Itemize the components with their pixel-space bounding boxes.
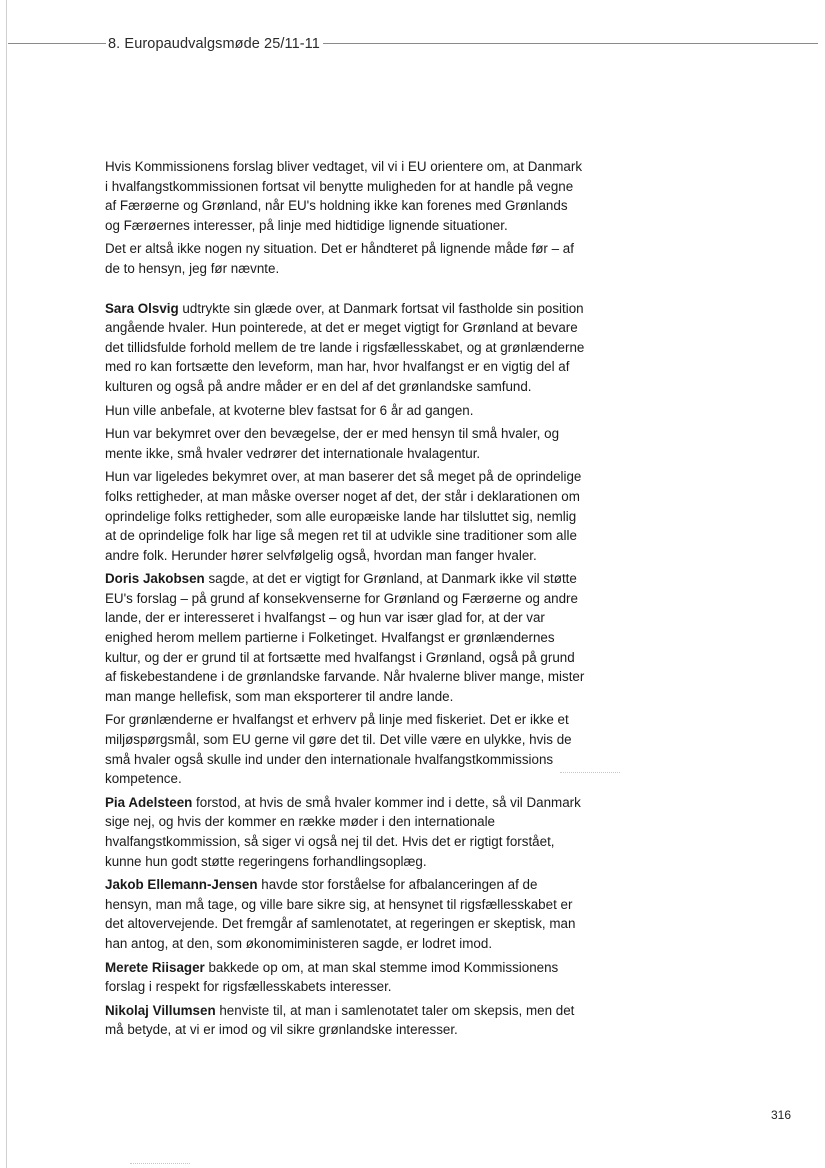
paragraph-doris-jakobsen [105, 569, 585, 706]
paragraph-sara-olsvig [105, 299, 585, 397]
speaker-text: bakkede op om, at man skal stemme imod Kommissionens forslag i respekt for rigsfællesskabets interesser. [105, 959, 559, 995]
speaker-text: sagde, at det er vigtigt for Grønland, at Danmark ikke vil støtte EU's forslag – på grund af konsekvenserne for Grønland og Færøerne og andre lande, der er interesseret i hvalfangst – og hun var især glad for, at der var enighed herom mellem partierne i Folketinget. Hvalfangst er grønlændernes kultur, og der er grund til at fortsætte med hvalfangst i Grønland, også på grund af fiskebestandene i de grønlandske farvande. Når hvalerne bliver mange, mister man mange hellefisk, som man eksporterer til andre lande. [105, 571, 585, 704]
page-left-edge [6, 0, 7, 1168]
page-header: 8. Europaudvalgsmøde 25/11-11 [106, 36, 323, 52]
speaker-text: havde stor forståelse for afbalanceringen af de hensyn, man må tage, og ville bare sikre sig, at hensynet til rigsfællesskabet er det altovervejende. Det fremgår af samlenotatet, at regeringen er skeptisk, man han antog, at den, som økonomiministeren sagde, er lodret imod. [105, 877, 576, 951]
paragraph: Hun var ligeledes bekymret over, at man baserer det så meget på de oprindelige folks rettigheder, at man måske overser noget af det, der står i deklarationen om oprindelige folks rettigheder, som alle europæiske lande har tilsluttet sig, nemlig at de oprindelige folk har lige så megen ret til at udvikle sine traditioner som alle andre folk. Herunder hører selvfølgelig også, hvordan man fanger hvaler. [105, 469, 582, 563]
paragraph-nikolaj-villumsen [105, 1001, 585, 1040]
paragraph-jakob-ellemann-jensen [105, 875, 585, 953]
paragraph: For grønlænderne er hvalfangst et erhverv på linje med fiskeriet. Det er ikke et miljøspørgsmål, som EU gerne vil gøre det til. Det ville være en ulykke, hvis de små hvaler også skulle ind under den internationale hvalfangstkommissions kompetence. [105, 712, 572, 787]
page-number: 316 [771, 1108, 792, 1122]
speaker-name: Jakob Ellemann-Jensen [105, 877, 258, 893]
paragraph: Hun var bekymret over den bevægelse, der er med hensyn til små hvaler, og mente ikke, små hvaler vedrører det internationale hvalagentur. [105, 426, 560, 461]
speaker-name: Pia Adelsteen [105, 794, 193, 810]
speaker-text: forstod, at hvis de små hvaler kommer ind i dette, så vil Danmark sige nej, og hvis der kommer en række møder i den internationale hvalfangstkommission, så siger vi også nej til det. Hvis det er rigtigt forstået, kunne hun godt støtte regeringens forhandlingsoplæg. [105, 794, 581, 869]
scan-speck [560, 772, 620, 774]
speaker-name: Nikolaj Villumsen [105, 1002, 216, 1018]
speaker-text: udtrykte sin glæde over, at Danmark fortsat vil fastholde sin position angående hvaler. Hun pointerede, at det er meget vigtigt for Grønland at bevare det tillidsfulde forhold mellem de tre lande i rigsfællesskabet, og at grønlænderne med ro kan fortsætte den leveform, man har, hvor hvalfangst er en vigtig del af kulturen og også på andre måder er en del af det grønlandske samfund. [105, 300, 585, 394]
paragraph: Hun ville anbefale, at kvoterne blev fastsat for 6 år ad gangen. [105, 402, 474, 418]
paragraph: Det er altså ikke nogen ny situation. Det er håndteret på lignende måde før – af de to hensyn, jeg før nævnte. [105, 241, 574, 276]
speaker-text: henviste til, at man i samlenotatet taler om skepsis, men det må betyde, at vi er imod og vil sikre grønlandske interesser. [105, 1002, 575, 1038]
paragraph-merete-riisager [105, 958, 585, 997]
speaker-name: Sara Olsvig [105, 300, 179, 316]
paragraph-pia-adelsteen [105, 793, 585, 871]
speaker-name: Merete Riisager [105, 959, 205, 975]
speaker-name: Doris Jakobsen [105, 571, 205, 587]
paragraph: Hvis Kommissionens forslag bliver vedtaget, vil vi i EU orientere om, at Danmark i hvalfangstkommissionen fortsat vil benytte muligheden for at handle på vegne af Færøerne og Grønland, når EU's holdning ikke kan forenes med Grønlands og Færøernes interesser, på linje med hidtidige lignende situationer. [105, 159, 583, 233]
document-body [105, 157, 585, 1044]
scan-speck [130, 1163, 190, 1165]
